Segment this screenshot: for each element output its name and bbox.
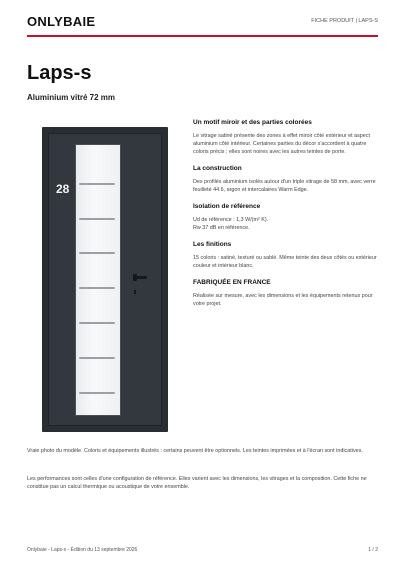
header-divider: [27, 35, 378, 37]
disclaimer-notes: [27, 447, 377, 511]
page-number: 1 / 2: [368, 547, 378, 553]
section-text: Le vitrage satiné présente des zones à effet miroir côté extérieur et aspect aluminium côté intérieur. Certaines parties du décor s'accordent à quatre coloris précis ; elles sont noires avec les autres teintes de porte.: [193, 133, 370, 155]
door-frame: [42, 127, 168, 432]
section-text: Réalisée sur mesure, avec les dimensions et les équipements retenus pour votre projet.: [193, 293, 373, 307]
house-number: 28: [56, 182, 70, 196]
decor-bar: [79, 183, 115, 185]
performance-disclaimer: Les performances sont celles d'une configuration de référence. Elles varient avec les dimensions, les vitrages et la composition. Cette fiche ne constitue pas un calcul thermique ou acoustique de votre ensemble.: [27, 476, 367, 490]
section-title: Isolation de référence: [193, 203, 261, 210]
product-description: [193, 119, 378, 317]
door-lock: [134, 290, 136, 294]
photo-disclaimer: Vraie photo du modèle. Coloris et équipements illustrés : certains peuvent être optionnels. Les teintes imprimées et à l'écran sont indicatives.: [27, 448, 363, 454]
section-text: 15 coloris : satiné, texturé ou sablé. Même teinte des deux côtés ou extérieur couleur et intérieur blanc.: [193, 255, 377, 269]
door-photo: [27, 120, 185, 450]
section-title: Un motif miroir et des parties colorées: [193, 119, 312, 126]
section-text: Des profilés aluminium isolés autour d'un triple vitrage de 58 mm, avec verre feuilleté 44.6, argon et intercalaires Warm Edge.: [193, 179, 376, 193]
brand-logo: ONLYBAIE: [27, 14, 96, 29]
decor-bar: [79, 287, 115, 289]
decor-bar: [79, 252, 115, 254]
door-leaf: [48, 133, 162, 426]
section-fabrication: [193, 279, 378, 308]
section-title: La construction: [193, 165, 242, 172]
decor-bar: [79, 218, 115, 220]
section-isolation: [193, 203, 378, 232]
section-construction: [193, 165, 378, 194]
product-title: Laps-s: [27, 62, 92, 84]
section-finitions: [193, 241, 378, 270]
section-title: FABRIQUÉE EN FRANCE: [193, 279, 271, 286]
section-text: Ud de référence : 1,3 W/(m² K). Rw 37 dB en référence.: [193, 217, 269, 231]
decor-bar: [79, 392, 115, 394]
decor-bar: [79, 322, 115, 324]
section-title: Les finitions: [193, 241, 232, 248]
document-reference: FICHE PRODUIT | LAPS-S: [311, 18, 378, 24]
product-subtitle: Aluminium vitré 72 mm: [27, 93, 116, 102]
door-handle: [135, 276, 147, 279]
footer-edition: Onlybaie - Laps-s - Édition du 13 septembre 2026: [27, 547, 138, 553]
section-motif: [193, 119, 378, 156]
decor-bar: [79, 357, 115, 359]
